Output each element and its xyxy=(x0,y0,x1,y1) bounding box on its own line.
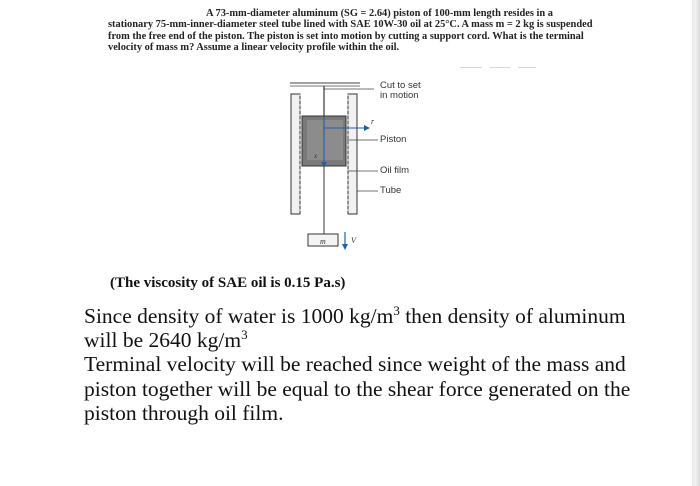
velocity-label: V xyxy=(351,236,356,245)
r-arrow-head xyxy=(364,125,370,131)
separator-line xyxy=(518,67,536,68)
density-text-2: then density of aluminum will be 2640 kg/m xyxy=(84,304,626,353)
piston-label: Piston xyxy=(380,134,407,145)
density-exponent-2: 3 xyxy=(241,327,248,343)
problem-body: stationary 75-mm-inner-diameter steel tube lined with SAE 10W-30 oil at 25°C. A mass m = 2 kg is suspended from the free end of the piston. The piston is set into motion by cutting a support cord. What is the terminal velocity of mass m? Assume a linear velocity profile within the oil. xyxy=(108,19,593,54)
separator-line xyxy=(490,67,510,68)
tube-label: Tube xyxy=(380,185,402,196)
viscosity-note: (The viscosity of SAE oil is 0.15 Pa.s) xyxy=(110,275,346,291)
density-paragraph xyxy=(84,304,664,352)
problem-statement xyxy=(108,8,604,54)
piston-tube-diagram xyxy=(272,76,472,256)
piston-face xyxy=(307,120,343,160)
density-exponent-1: 3 xyxy=(393,303,400,318)
cut-label-line-1: Cut to set xyxy=(380,80,421,91)
density-text-1: Since density of water is 1000 kg/m xyxy=(84,304,394,328)
tube-wall-left xyxy=(291,94,300,214)
mass-label: m xyxy=(320,237,326,246)
cut-label-line-2: in motion xyxy=(380,90,419,101)
terminal-velocity-paragraph: Terminal velocity will be reached since weight of the mass and piston together will be equal to the shear force generated on the piston through oil film. xyxy=(84,352,631,425)
oil-film-label: Oil film xyxy=(380,165,410,176)
tube-wall-right xyxy=(348,94,357,214)
problem-first-line: A 73-mm-diameter aluminum (SG = 2.64) piston of 100-mm length resides in a xyxy=(206,8,553,19)
answer-text xyxy=(84,304,664,425)
r-label: r xyxy=(371,117,375,126)
velocity-arrow-head xyxy=(342,244,348,250)
x-label: x xyxy=(314,152,318,160)
page-edge xyxy=(692,0,700,486)
separator-line xyxy=(460,67,482,68)
